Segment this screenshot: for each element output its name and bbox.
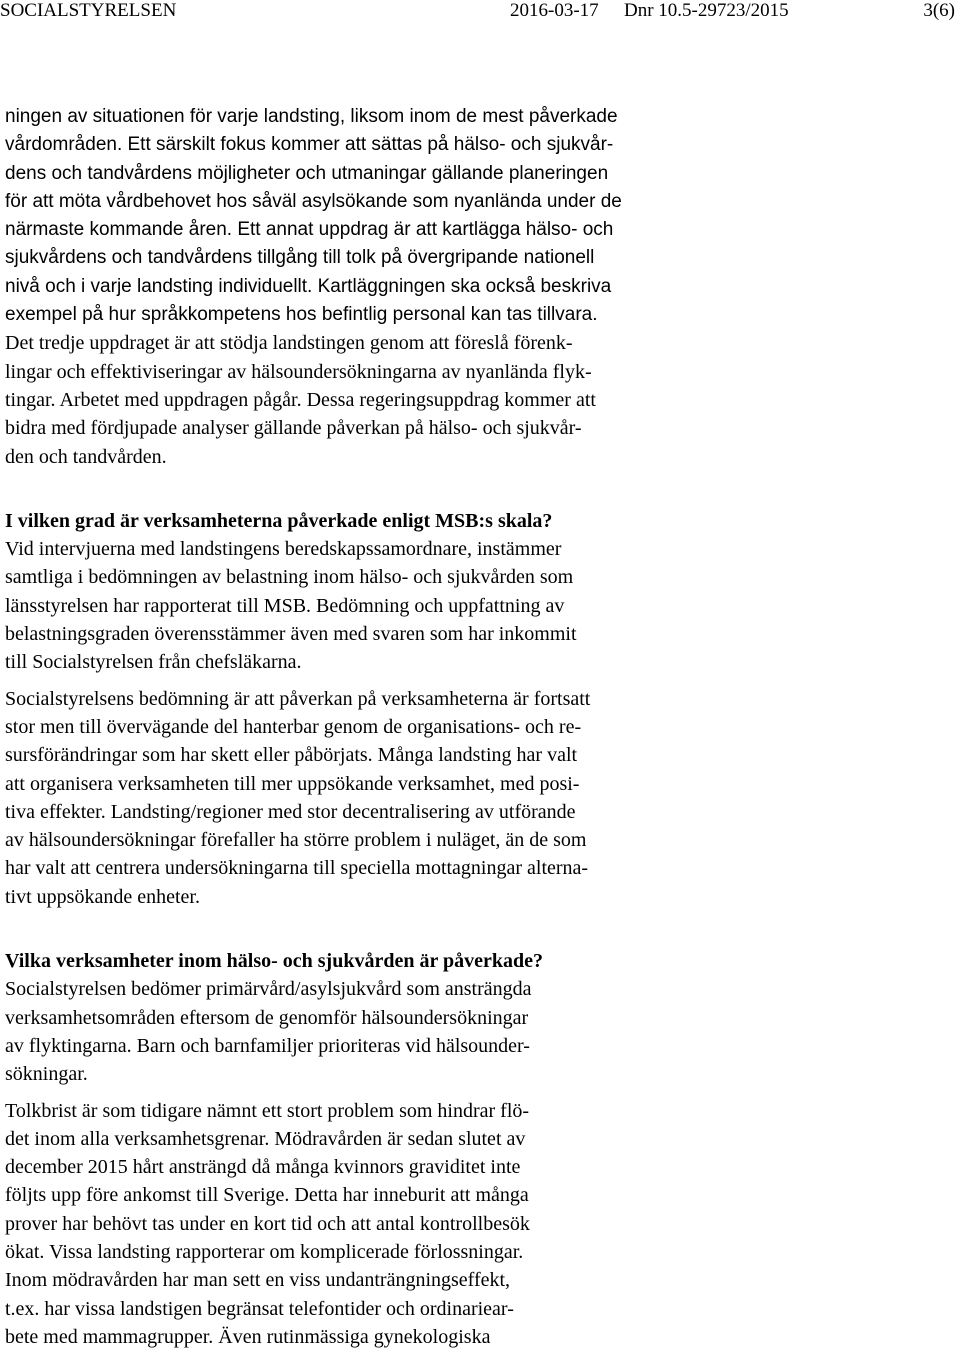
text-line: bidra med fördjupade analyser gällande påverkan på hälso- och sjukvår- bbox=[5, 417, 582, 440]
text-line: dens och tandvårdens möjligheter och utmaningar gällande planeringen bbox=[5, 162, 609, 184]
paragraph bbox=[5, 975, 955, 1088]
text-line: stor men till övervägande del hanterbar genom de organisations- och re- bbox=[5, 715, 582, 738]
paragraph-spacer bbox=[5, 911, 955, 947]
text-line: samtliga i bedömningen av belastning inom hälso- och sjukvården som bbox=[5, 566, 574, 589]
text-line: följts upp före ankomst till Sverige. Detta har inneburit att många bbox=[5, 1184, 529, 1207]
text-line: nivå och i varje landsting individuellt. Kartläggningen ska också beskriva bbox=[5, 275, 612, 297]
text-line: belastningsgraden överensstämmer även med svaren som har inkommit bbox=[5, 623, 577, 646]
text-line: av flyktingarna. Barn och barnfamiljer prioriteras vid hälsounder- bbox=[5, 1034, 530, 1057]
text-line: sursförändringar som har skett eller påbörjats. Många landsting har valt bbox=[5, 744, 578, 767]
text-line: att organisera verksamheten till mer uppsökande verksamhet, med posi- bbox=[5, 772, 580, 795]
text-line: det inom alla verksamhetsgrenar. Mödravården är sedan slutet av bbox=[5, 1127, 526, 1150]
header-organization: SOCIALSTYRELSEN bbox=[0, 0, 177, 21]
text-line: tiva effekter. Landsting/regioner med stor decentralisering av utförande bbox=[5, 800, 576, 823]
text-line: ningen av situationen för varje landsting, liksom inom de mest påverkade bbox=[5, 106, 618, 127]
header-page-number: 3(6) bbox=[923, 0, 955, 21]
text-line: t.ex. har vissa landstigen begränsat telefontider och ordinariear- bbox=[5, 1297, 514, 1320]
text-line: närmaste kommande åren. Ett annat uppdrag är att kartlägga hälso- och bbox=[5, 219, 614, 241]
section-heading: Vilka verksamheter inom hälso- och sjukvården är påverkade? bbox=[5, 950, 543, 973]
text-line: för att möta vårdbehovet hos såväl asylsökande som nyanlända under de bbox=[5, 190, 622, 212]
text-line: tivt uppsökande enheter. bbox=[5, 885, 200, 908]
text-line: exempel på hur språkkompetens hos befintlig personal kan tas tillvara. bbox=[5, 304, 598, 326]
text-line: prover har behövt tas under en kort tid och att antal kontrollbesök bbox=[5, 1212, 530, 1235]
text-line: december 2015 hårt ansträngd då många kvinnors graviditet inte bbox=[5, 1156, 521, 1179]
text-line: lingar och effektiviseringar av hälsoundersökningarna av nyanlända flyk- bbox=[5, 360, 592, 383]
text-line: Vid intervjuerna med landstingens beredskapssamordnare, instämmer bbox=[5, 538, 562, 561]
text-line: till Socialstyrelsen från chefsläkarna. bbox=[5, 651, 302, 674]
paragraph bbox=[5, 1097, 955, 1352]
document-body bbox=[5, 103, 955, 1351]
section-heading: I vilken grad är verksamheterna påverkade enligt MSB:s skala? bbox=[5, 509, 553, 532]
text-line: sökningar. bbox=[5, 1063, 88, 1086]
text-line: av hälsoundersökningar förefaller ha större problem i nuläget, än de som bbox=[5, 829, 587, 852]
header-document-number: Dnr 10.5-29723/2015 bbox=[624, 0, 789, 21]
text-line: tingar. Arbetet med uppdragen pågår. Dessa regeringsuppdrag kommer att bbox=[5, 388, 596, 411]
text-line: sjukvårdens och tandvårdens tillgång till tolk på övergripande nationell bbox=[5, 247, 595, 269]
paragraph bbox=[5, 535, 955, 676]
text-line: vårdområden. Ett särskilt fokus kommer att sättas på hälso- och sjukvår- bbox=[5, 134, 614, 156]
paragraph-spacer bbox=[5, 471, 955, 507]
text-line: den och tandvården. bbox=[5, 445, 167, 468]
page-header bbox=[0, 0, 960, 24]
text-line: har valt att centrera undersökningarna till speciella mottagningar alterna- bbox=[5, 857, 589, 880]
paragraph-spacer bbox=[5, 1089, 955, 1097]
header-date: 2016-03-17 bbox=[510, 0, 599, 21]
paragraph-spacer bbox=[5, 677, 955, 685]
paragraph bbox=[5, 103, 955, 471]
text-line: ökat. Vissa landsting rapporterar om komplicerade förlossningar. bbox=[5, 1240, 524, 1263]
text-line: verksamhetsområden eftersom de genomför hälsoundersökningar bbox=[5, 1006, 529, 1029]
text-line: Socialstyrelsen bedömer primärvård/asylsjukvård som ansträngda bbox=[5, 978, 532, 1001]
paragraph bbox=[5, 685, 955, 911]
text-line: Det tredje uppdraget är att stödja landstingen genom att föreslå förenk- bbox=[5, 332, 573, 355]
text-line: länsstyrelsen har rapporterat till MSB. Bedömning och uppfattning av bbox=[5, 594, 565, 617]
text-line: bete med mammagrupper. Även rutinmässiga gynekologiska bbox=[5, 1325, 491, 1348]
text-line: Inom mödravården har man sett en viss undanträngningseffekt, bbox=[5, 1269, 511, 1292]
text-line: Socialstyrelsens bedömning är att påverkan på verksamheterna är fortsatt bbox=[5, 687, 591, 710]
text-line: Tolkbrist är som tidigare nämnt ett stort problem som hindrar flö- bbox=[5, 1099, 530, 1122]
